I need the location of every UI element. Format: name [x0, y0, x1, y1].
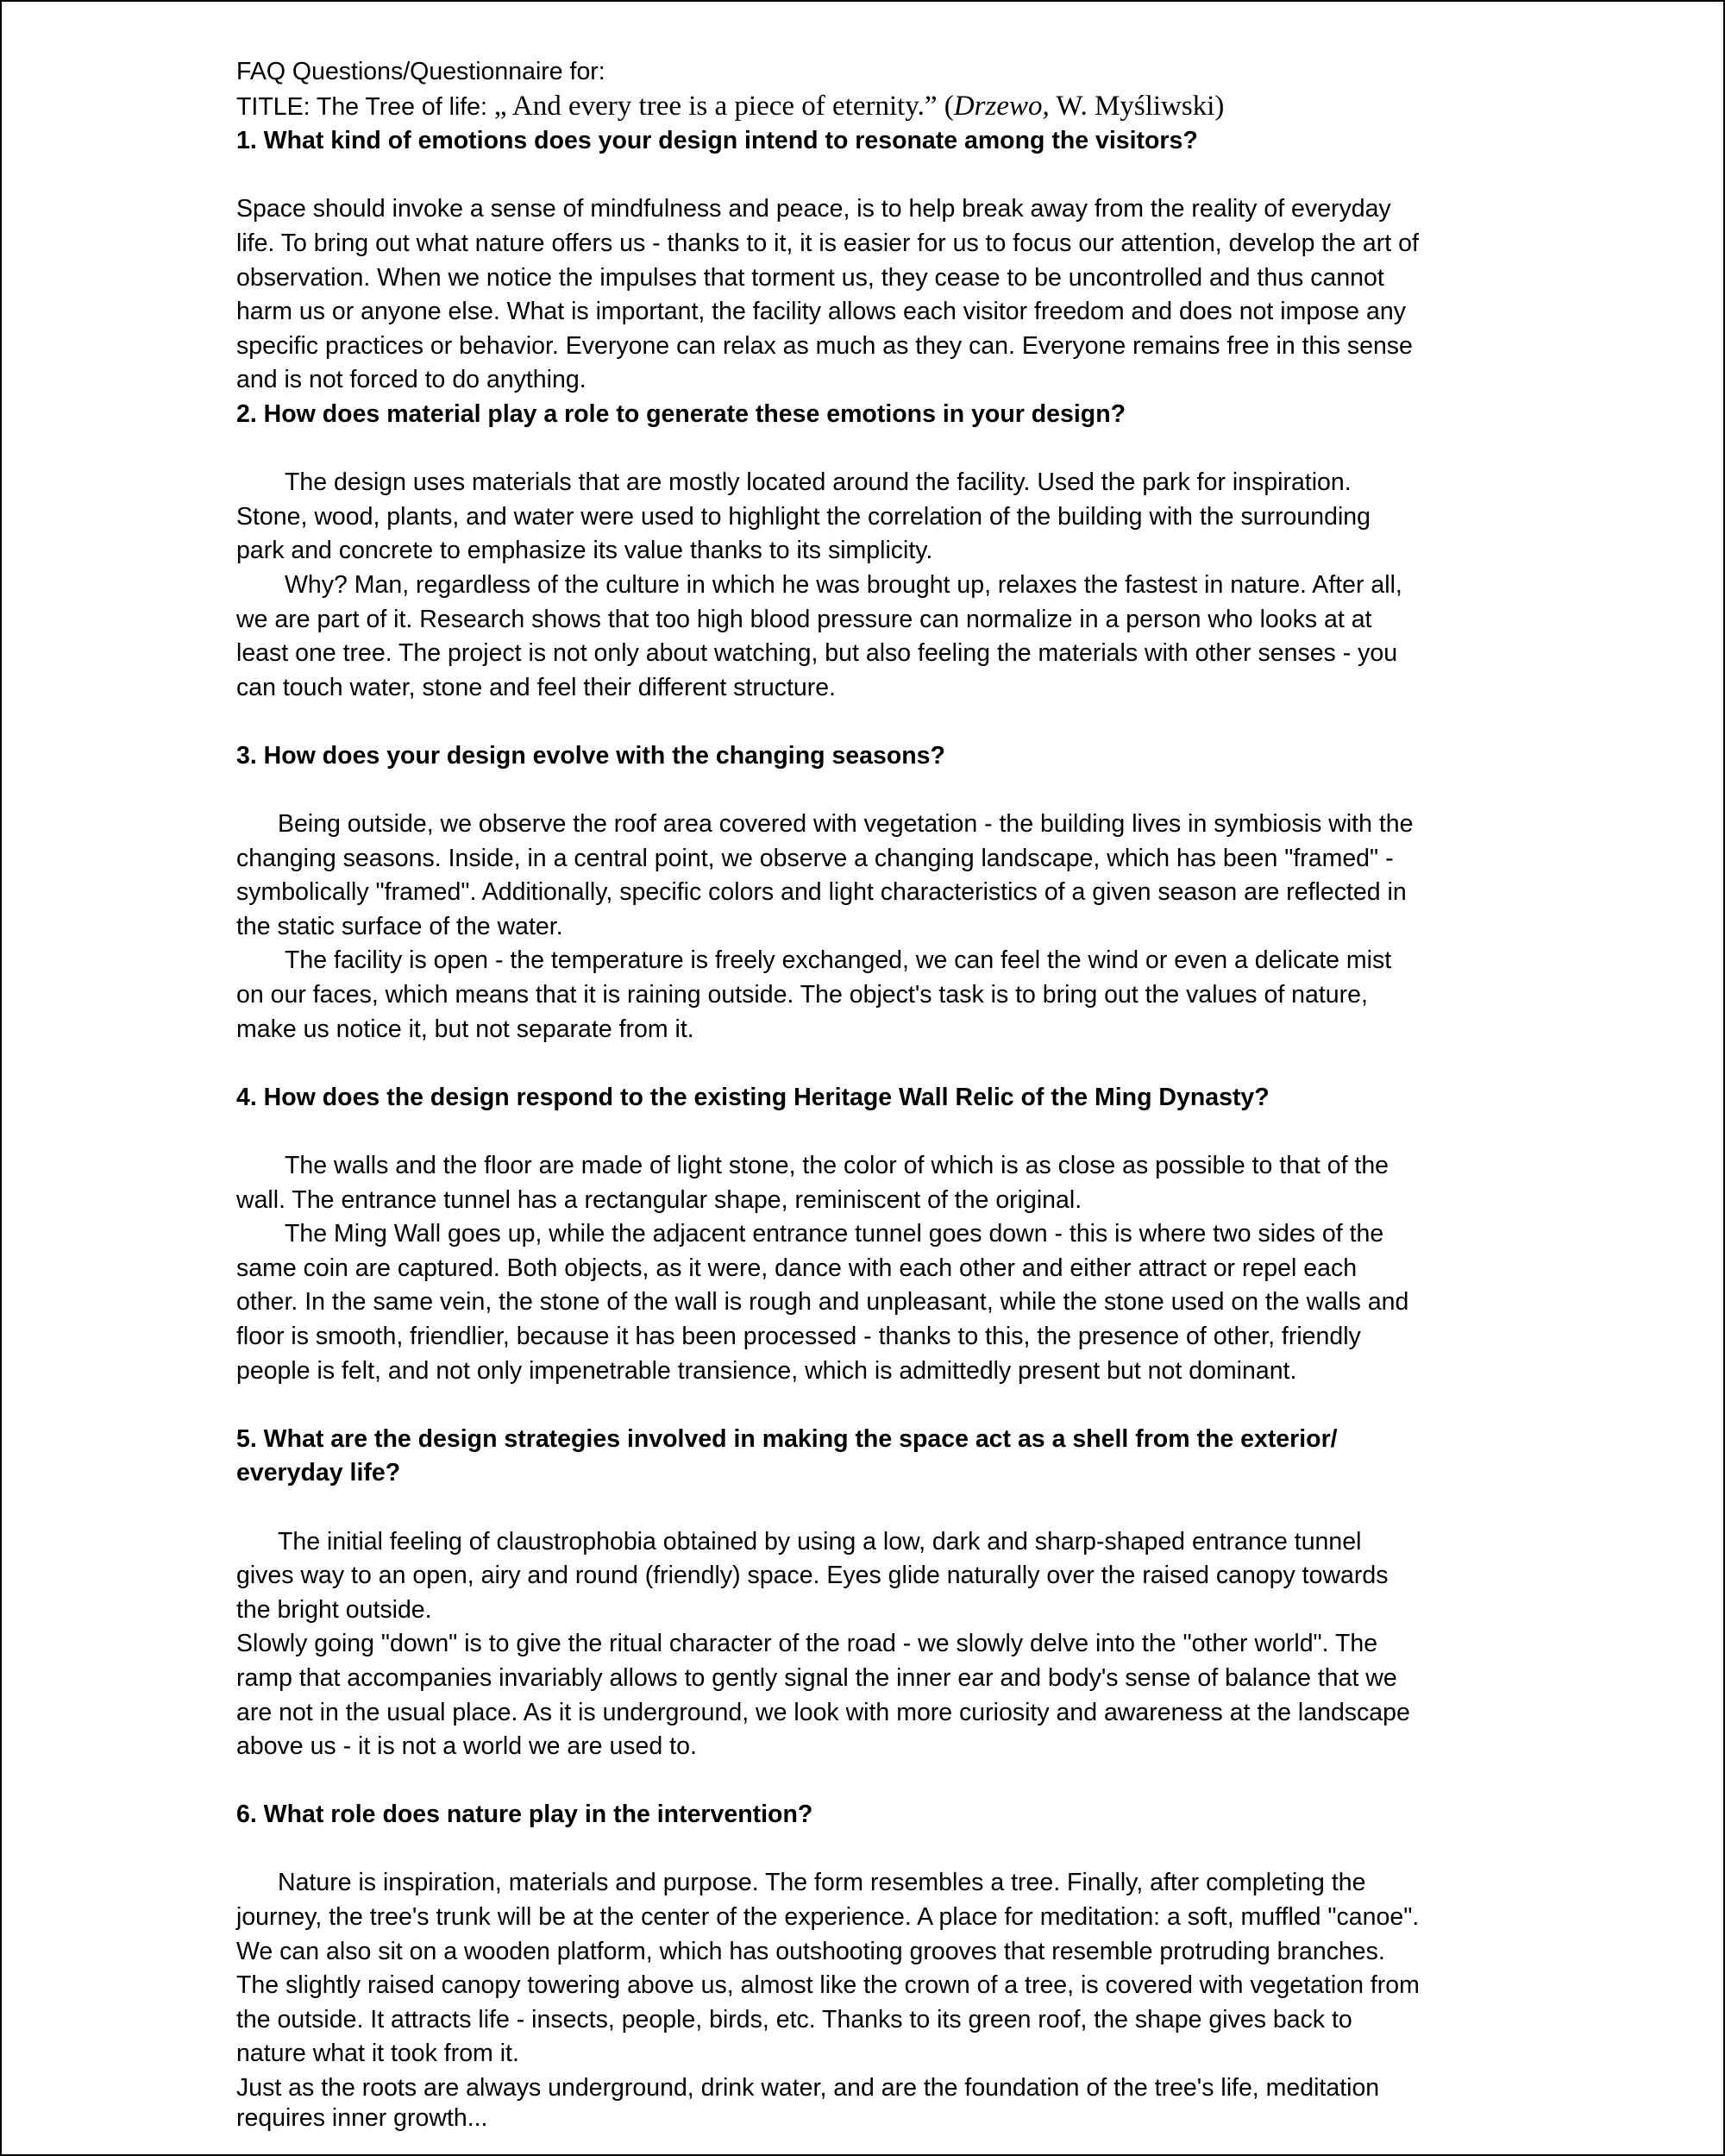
- spacer: [236, 159, 1496, 193]
- question-3: 3. How does your design evolve with the changing seasons?: [236, 741, 945, 770]
- answer-5-line: ramp that accompanies invariably allows to gently signal the inner ear and body's sense of balance that we: [236, 1663, 1397, 1692]
- answer-3-line: on our faces, which means that it is raining outside. The object's task is to bring out the values of nature,: [236, 981, 1368, 1009]
- question-5-continued: everyday life?: [236, 1459, 401, 1487]
- answer-4-line: other. In the same vein, the stone of the wall is rough and unpleasant, while the stone used on the walls and: [236, 1288, 1409, 1317]
- answer-3-line: The facility is open - the temperature is freely exchanged, we can feel the wind or even a delicate mist: [285, 946, 1392, 975]
- title-prefix: TITLE: The Tree of life:: [236, 92, 494, 121]
- answer-1-line: Space should invoke a sense of mindfulness and peace, is to help break away from the reality of everyday: [236, 195, 1391, 223]
- document-title: [236, 90, 1496, 125]
- question-5: 5. What are the design strategies involved in making the space act as a shell from the exterior/: [236, 1424, 1338, 1453]
- answer-4-line: same coin are captured. Both objects, as it were, dance with each other and either attract or repel each: [236, 1254, 1358, 1282]
- answer-4-line: The walls and the floor are made of light stone, the color of which is as close as possible to that of the: [285, 1152, 1389, 1179]
- answer-6-line: The slightly raised canopy towering above us, almost like the crown of a tree, is covered with vegetation from: [236, 1971, 1420, 2000]
- title-work: Drzewo,: [953, 90, 1050, 122]
- answer-4-line: The Ming Wall goes up, while the adjacent entrance tunnel goes down - this is where two sides of the: [285, 1220, 1384, 1248]
- answer-4-line: wall. The entrance tunnel has a rectangular shape, reminiscent of the original.: [236, 1185, 1082, 1214]
- answer-2-line: Why? Man, regardless of the culture in which he was brought up, relaxes the fastest in nature. After all,: [285, 570, 1402, 599]
- answer-2-line: The design uses materials that are mostly located around the facility. Used the park for inspiration.: [285, 468, 1352, 497]
- document-heading: FAQ Questions/Questionnaire for:: [236, 58, 605, 85]
- spacer: [236, 1832, 1496, 1867]
- answer-6-line: the outside. It attracts life - insects, people, birds, etc. Thanks to its green roof, the shape gives back to: [236, 2005, 1352, 2033]
- answer-4-line: floor is smooth, friendlier, because it has been processed - thanks to this, the presence of other, friendly: [236, 1322, 1361, 1350]
- answer-6-line: nature what it took from it.: [236, 2040, 519, 2068]
- title-quote: „ And every tree is a piece of eternity.” (: [493, 90, 954, 122]
- answer-5-line: the bright outside.: [236, 1595, 432, 1624]
- spacer: [236, 1491, 1496, 1525]
- title-author: W. Myśliwski): [1049, 90, 1225, 122]
- question-1: 1. What kind of emotions does your design intend to resonate among the visitors?: [236, 127, 1198, 155]
- question-2: 2. How does material play a role to generate these emotions in your design?: [236, 399, 1126, 428]
- answer-3-line: the static surface of the water.: [236, 912, 563, 940]
- spacer: [236, 1047, 1496, 1081]
- spacer: [236, 1115, 1496, 1149]
- answer-2-line: can touch water, stone and feel their different structure.: [236, 673, 836, 701]
- answer-3-line: symbolically "framed". Additionally, specific colors and light characteristics of a given season are reflected in: [236, 878, 1407, 907]
- answer-2-line: least one tree. The project is not only about watching, but also feeling the materials with other senses - you: [236, 639, 1398, 668]
- answer-6-line: Nature is inspiration, materials and purpose. The form resembles a tree. Finally, after completing the: [278, 1869, 1366, 1897]
- answer-5-line: The initial feeling of claustrophobia obtained by using a low, dark and sharp-shaped entrance tunnel: [278, 1527, 1362, 1556]
- answer-5-line: are not in the usual place. As it is underground, we look with more curiosity and awareness at the landscape: [236, 1698, 1410, 1726]
- answer-5-line: Slowly going "down" is to give the ritual character of the road - we slowly delve into the "other world". The: [236, 1630, 1378, 1658]
- answer-1-line: harm us or anyone else. What is important, the facility allows each visitor freedom and does not impose any: [236, 298, 1406, 326]
- answer-5-line: gives way to an open, airy and round (friendly) space. Eyes glide naturally over the raised canopy towards: [236, 1562, 1389, 1590]
- answer-2-line: Stone, wood, plants, and water were used to highlight the correlation of the building with the surrounding: [236, 502, 1371, 531]
- answer-3-line: Being outside, we observe the roof area covered with vegetation - the building lives in symbiosis with the: [278, 810, 1414, 839]
- spacer: [236, 1764, 1496, 1799]
- answer-3-line: make us notice it, but not separate from it.: [236, 1015, 694, 1043]
- spacer: [236, 1388, 1496, 1423]
- spacer: [236, 773, 1496, 808]
- answer-3-line: changing seasons. Inside, in a central point, we observe a changing landscape, which has been "framed" -: [236, 844, 1394, 872]
- answer-5-line: above us - it is not a world we are used to.: [236, 1732, 697, 1761]
- answer-6-line: Just as the roots are always underground, drink water, and are the foundation of the tree's life, meditation: [236, 2074, 1380, 2103]
- answer-2-line: we are part of it. Research shows that too high blood pressure can normalize in a person who looks at at: [236, 605, 1372, 633]
- spacer: [236, 705, 1496, 739]
- answer-1-line: and is not forced to do anything.: [236, 366, 586, 394]
- answer-1-line: observation. When we notice the impulses that torment us, they cease to be uncontrolled and thus cannot: [236, 263, 1384, 292]
- document-body: [236, 55, 1496, 2130]
- answer-4-line: people is felt, and not only impenetrable transience, which is admittedly present but not dominant.: [236, 1356, 1297, 1385]
- answer-6-line: requires inner growth...: [236, 2103, 488, 2132]
- answer-2-line: park and concrete to emphasize its value thanks to its simplicity.: [236, 537, 933, 565]
- answer-6-line: journey, the tree's trunk will be at the center of the experience. A place for meditation: a soft, muffled "canoe".: [236, 1903, 1420, 1932]
- answer-1-line: specific practices or behavior. Everyone can relax as much as they can. Everyone remains free in this sense: [236, 331, 1413, 360]
- question-6: 6. What role does nature play in the intervention?: [236, 1801, 813, 1829]
- question-4: 4. How does the design respond to the existing Heritage Wall Relic of the Ming Dynasty?: [236, 1083, 1270, 1111]
- answer-6-line: We can also sit on a wooden platform, which has outshooting grooves that resemble protruding branches.: [236, 1937, 1385, 1965]
- spacer: [236, 432, 1496, 467]
- answer-1-line: life. To bring out what nature offers us - thanks to it, it is easier for us to focus our attention, develop the art of: [236, 229, 1419, 257]
